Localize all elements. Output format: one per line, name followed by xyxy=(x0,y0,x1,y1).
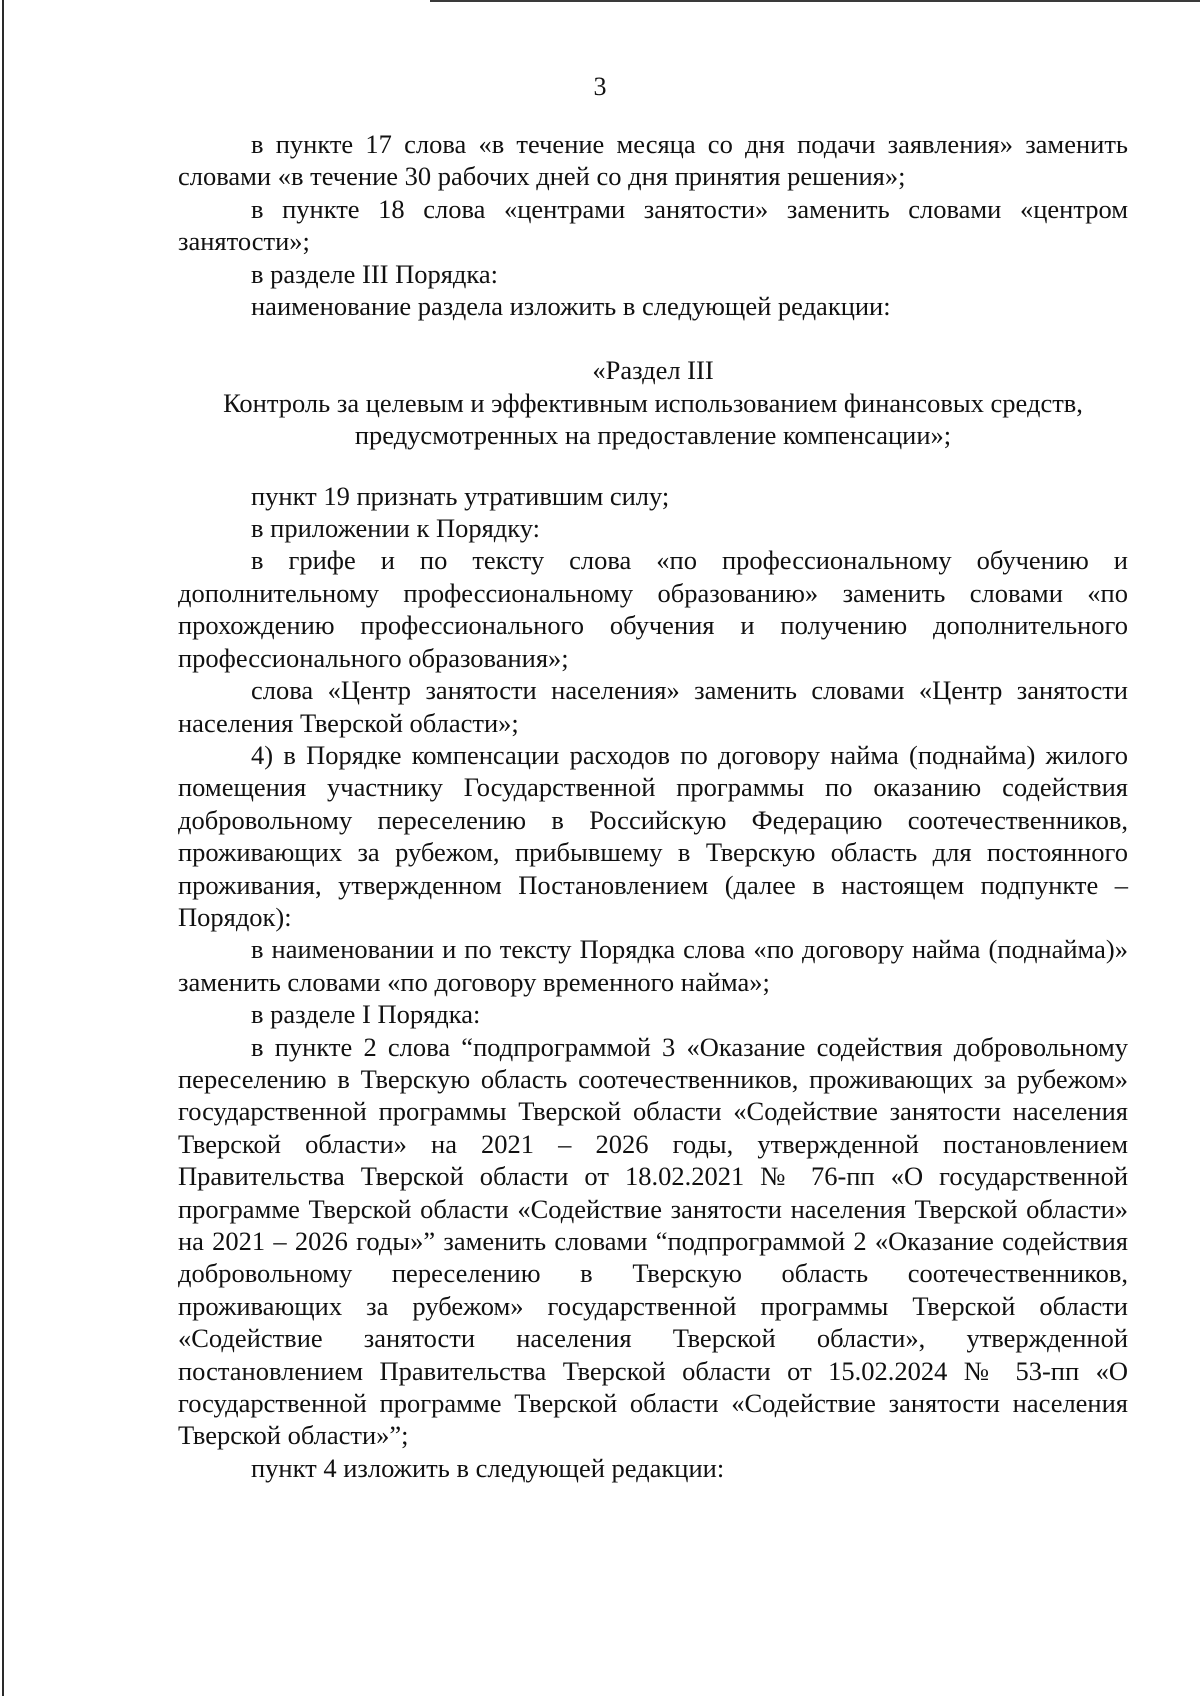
page-number: 3 xyxy=(593,72,607,101)
paragraph-section-3: в разделе III Порядка: xyxy=(251,258,499,289)
paragraph-appendix: в приложении к Порядку: xyxy=(251,513,541,544)
spacer xyxy=(178,322,1128,354)
section-heading-title: «Раздел III xyxy=(592,355,714,386)
paragraph-section-1: в разделе I Порядка: xyxy=(251,999,481,1030)
paragraph-center-name: слова «Центр занятости населения» заменить словами «Центр занятости населения Тверской области»; xyxy=(178,675,1128,738)
document-body xyxy=(178,128,1128,1484)
paragraph-naming: в наименовании и по тексту Порядка слова «по договору найма (поднайма)» заменить словами «по договору временного найма»; xyxy=(178,934,1128,997)
spacer xyxy=(178,452,1128,480)
paragraph-item-17: в пункте 17 слова «в течение месяца со дня подачи заявления» заменить словами «в течение 30 рабочих дней со дня принятия решения»; xyxy=(178,129,1128,192)
scan-top-border xyxy=(430,0,1200,2)
scan-left-border xyxy=(2,0,4,1696)
paragraph-item-19: пункт 19 признать утратившим силу; xyxy=(251,480,670,511)
section-heading-line-3: предусмотренных на предоставление компенсации»; xyxy=(354,420,952,451)
paragraph-item-18: в пункте 18 слова «центрами занятости» заменить словами «центром занятости»; xyxy=(178,193,1128,257)
paragraph-grif: в грифе и по тексту слова «по профессиональному обучению и дополнительному профессиональному образованию» заменить словами «по прохождению профессионального обучения и получению дополнительного профессионального образования»; xyxy=(178,545,1128,673)
paragraph-item-2: в пункте 2 слова “подпрограммой 3 «Оказание содействия добровольному переселению в Тверскую область соотечественников, проживающих за рубежом» государственной программы Тверской области «Содействие занятости населения Тверской области» на 2021 – 2026 годы, утвержденной постановлением Правительства Тверской области от 18.02.2021 № 76-пп «О государственной программе Тверской области «Содействие занятости населения Тверской области» на 2021 – 2026 годы»” заменить словами “подпрограммой 2 «Оказание содействия добровольному переселению в Тверскую область соотечественников, проживающих за рубежом» государственной программы Тверской области «Содействие занятости населения Тверской области», утвержденной постановлением Правительства Тверской области от 15.02.2024 № 53-пп «О государственной программе Тверской области «Содействие занятости населения Тверской области»”; xyxy=(178,1031,1128,1451)
section-heading-line-2: Контроль за целевым и эффективным использованием финансовых средств, xyxy=(223,387,1083,418)
paragraph-section-name: наименование раздела изложить в следующей редакции: xyxy=(251,291,891,322)
paragraph-subitem-4: 4) в Порядке компенсации расходов по договору найма (поднайма) жилого помещения участнику Государственной программы по оказанию содействия добровольному переселению в Российскую Федерацию соотечественников, проживающих за рубежом, прибывшему в Тверскую область для постоянного проживания, утвержденном Постановлением (далее в настоящем подпункте – Порядок): xyxy=(178,739,1128,932)
paragraph-item-4: пункт 4 изложить в следующей редакции: xyxy=(251,1452,725,1483)
